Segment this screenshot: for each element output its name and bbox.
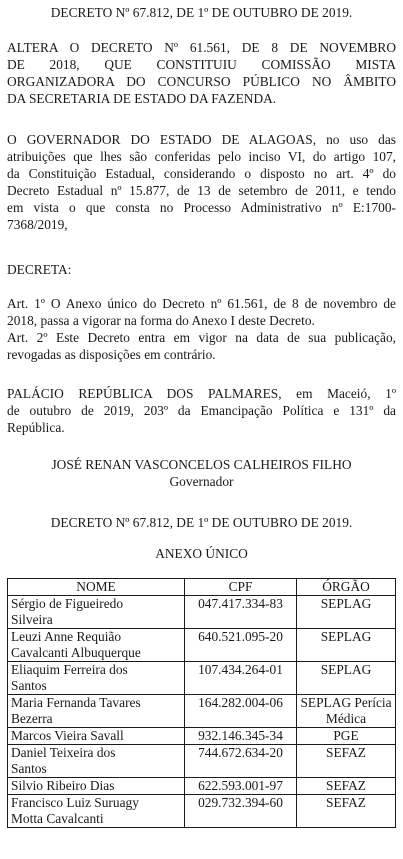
table-row — [8, 596, 396, 629]
cell-nome — [8, 795, 185, 828]
cell-nome — [8, 596, 185, 629]
cell-cpf: 107.434.264-01 — [185, 662, 297, 695]
cell-nome-line: Santos — [11, 761, 47, 776]
preamble-line: da Constituição Estadual, considerando o disposto no art. 4º do — [7, 166, 396, 181]
table-row — [8, 662, 396, 695]
closing-line: PALÁCIO REPÚBLICA DOS PALMARES, em Maceió, 1º — [7, 386, 396, 401]
cell-nome-line: Leuzi Anne Requião — [11, 629, 122, 644]
table-row — [8, 795, 396, 828]
table-row — [8, 745, 396, 778]
ementa-line: DE 2018, QUE CONSTITUIU COMISSÃO MISTA — [7, 57, 396, 72]
cell-nome-line: Francisco Luiz Suruagy — [11, 795, 139, 810]
closing — [7, 385, 396, 436]
preamble-line: O GOVERNADOR DO ESTADO DE ALAGOAS, no uso das — [7, 132, 396, 147]
signatory-title: Governador — [169, 474, 234, 489]
cell-orgao-line: SEPLAG — [320, 662, 372, 677]
ementa-line: ALTERA O DECRETO Nº 61.561, DE 8 DE NOVEMBRO — [7, 40, 396, 55]
table-header-row — [8, 579, 396, 596]
cell-orgao — [297, 662, 396, 695]
cell-orgao-line: SEPLAG Perícia — [300, 695, 392, 710]
cell-nome-line: Santos — [11, 678, 47, 693]
ementa-line: ORGANIZADORA DO CONCURSO PÚBLICO NO ÂMBITO — [7, 74, 396, 89]
cell-orgao-line: SEPLAG — [320, 596, 372, 611]
cell-orgao — [297, 795, 396, 828]
cell-cpf: 744.672.634-20 — [185, 745, 297, 778]
table-row — [8, 629, 396, 662]
article-line: revogadas as disposições em contrário. — [7, 347, 216, 362]
cell-nome-line: Bezerra — [11, 711, 53, 726]
cell-nome-line: Daniel Teixeira dos — [11, 745, 116, 760]
cell-orgao-line: SEPLAG — [320, 629, 372, 644]
cell-cpf: 047.417.334-83 — [185, 596, 297, 629]
cell-nome — [8, 662, 185, 695]
cell-orgao — [297, 629, 396, 662]
cell-cpf: 164.282.004-06 — [185, 695, 297, 728]
annex-decree-heading: DECRETO Nº 67.812, DE 1º DE OUTUBRO DE 2019. — [50, 515, 353, 530]
cell-orgao — [297, 745, 396, 778]
cell-nome-line: Silveira — [11, 612, 53, 627]
cell-nome-line: Cavalcanti Albuquerque — [11, 645, 141, 660]
preamble-line: 7368/2019, — [7, 217, 68, 232]
cell-orgao — [297, 728, 396, 745]
cell-cpf: 622.593.001-97 — [185, 778, 297, 795]
cell-cpf: 932.146.345-34 — [185, 728, 297, 745]
signatory — [7, 456, 396, 490]
preamble-line: em vista o que consta no Processo Administrativo nº E:1700- — [7, 200, 396, 215]
column-header-cpf: CPF — [185, 579, 297, 596]
cell-nome-line: Eliaquim Ferreira dos — [11, 662, 128, 677]
article-line: Art. 1º O Anexo único do Decreto nº 61.561, de 8 de novembro de — [7, 296, 396, 311]
table-row — [8, 695, 396, 728]
cell-cpf: 640.521.095-20 — [185, 629, 297, 662]
annex-table — [7, 578, 396, 828]
cell-nome — [8, 778, 185, 795]
cell-orgao-line: SEFAZ — [326, 778, 366, 793]
ementa — [7, 39, 396, 107]
column-header-orgao: ÓRGÃO — [297, 579, 396, 596]
decree-heading: DECRETO Nº 67.812, DE 1º DE OUTUBRO DE 2019. — [50, 5, 353, 20]
closing-line: República. — [7, 420, 65, 435]
cell-nome — [8, 728, 185, 745]
article-line: Art. 2º Este Decreto entra em vigor na data de sua publicação, — [7, 330, 396, 345]
ementa-line: DA SECRETARIA DE ESTADO DA FAZENDA. — [7, 91, 277, 106]
cell-orgao — [297, 596, 396, 629]
cell-nome-line: Marcos Vieira Savall — [11, 728, 124, 743]
cell-orgao — [297, 695, 396, 728]
preamble-line: atribuições que lhes são conferidas pelo inciso VI, do artigo 107, — [7, 149, 396, 164]
cell-nome-line: Motta Cavalcanti — [11, 811, 104, 826]
cell-nome — [8, 629, 185, 662]
table-row — [8, 778, 396, 795]
articles — [7, 295, 396, 363]
column-header-nome: NOME — [8, 579, 185, 596]
cell-cpf: 029.732.394-60 — [185, 795, 297, 828]
cell-orgao — [297, 778, 396, 795]
cell-orgao-line: SEFAZ — [326, 745, 366, 760]
cell-nome-line: Sérgio de Figueiredo — [11, 596, 124, 611]
cell-nome-line: Silvio Ribeiro Dias — [11, 778, 115, 793]
table-row — [8, 728, 396, 745]
cell-orgao-line: SEFAZ — [326, 795, 366, 810]
cell-nome — [8, 745, 185, 778]
article-line: 2018, passa a vigorar na forma do Anexo I deste Decreto. — [7, 313, 315, 328]
cell-orgao-line: Médica — [325, 711, 367, 726]
decreta-label: DECRETA: — [7, 262, 72, 277]
closing-line: de outubro de 2019, 203º da Emancipação Política e 131º da — [7, 403, 396, 418]
annex-title: ANEXO ÚNICO — [155, 546, 248, 561]
preamble-line: Decreto Estadual nº 15.877, de 13 de setembro de 2011, e tendo — [7, 183, 396, 198]
cell-nome — [8, 695, 185, 728]
signatory-name: JOSÉ RENAN VASCONCELOS CALHEIROS FILHO — [51, 457, 352, 472]
cell-nome-line: Maria Fernanda Tavares — [11, 695, 141, 710]
cell-orgao-line: PGE — [333, 728, 359, 743]
preamble — [7, 131, 396, 233]
